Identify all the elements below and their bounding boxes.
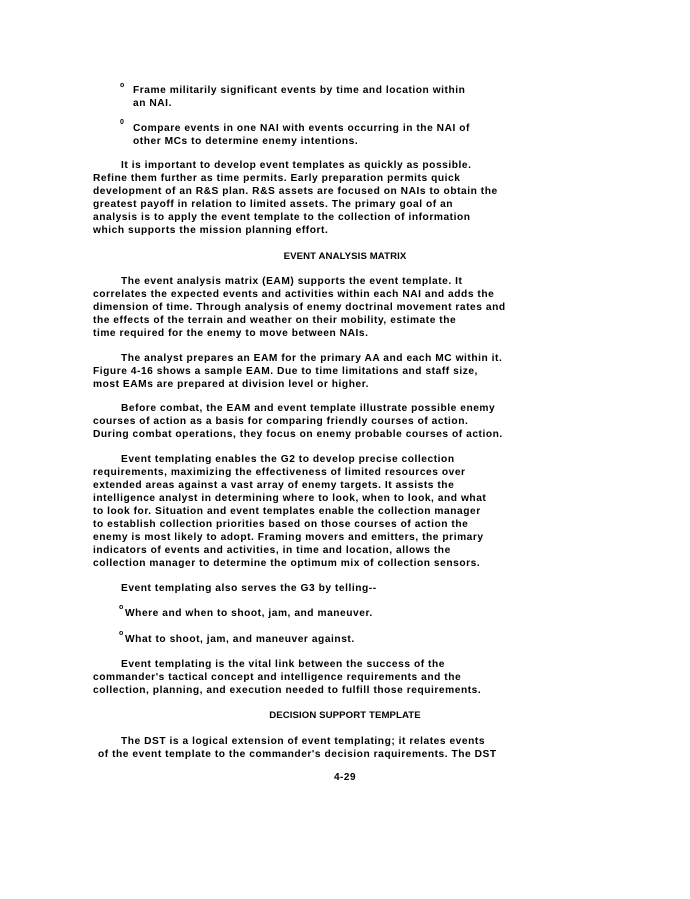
paragraph-line: requirements, maximizing the effectiveness of limited resources over (93, 467, 466, 478)
bullet-line: an NAI. (133, 98, 172, 109)
bullet-line: What to shoot, jam, and maneuver against. (125, 634, 355, 645)
paragraph-line: analysis is to apply the event template to the collection of information (93, 212, 471, 223)
paragraph-line: courses of action as a basis for comparing friendly courses of action. (93, 416, 469, 427)
paragraph-line: greatest payoff in relation to limited assets. The primary goal of an (93, 199, 454, 210)
paragraph-line: the effects of the terrain and weather on their mobility, estimate the (93, 315, 457, 326)
paragraph-line: Event templating also serves the G3 by telling-- (121, 583, 377, 594)
paragraph-line: commander's tactical concept and intelligence requirements and the (93, 672, 462, 683)
paragraph-line: The analyst prepares an EAM for the primary AA and each MC within it. (121, 353, 503, 364)
paragraph-line: Figure 4-16 shows a sample EAM. Due to time limitations and staff size, (93, 366, 478, 377)
paragraph-line: intelligence analyst in determining where to look, when to look, and what (93, 493, 487, 504)
paragraph-line: to look for. Situation and event templates enable the collection manager (93, 506, 481, 517)
bullet-line: other MCs to determine enemy intentions. (133, 136, 359, 147)
paragraph-line: collection manager to determine the optimum mix of collection sensors. (93, 558, 481, 569)
paragraph-line: to establish collection priorities based on those courses of action the (93, 519, 469, 530)
bullet-marker: o (120, 82, 125, 89)
paragraph-line: collection, planning, and execution needed to fulfill those requirements. (93, 685, 482, 696)
bullet-line: Frame militarily significant events by time and location within (133, 85, 466, 96)
bullet-marker: o (119, 604, 124, 611)
paragraph-line: time required for the enemy to move between NAIs. (93, 328, 369, 339)
paragraph-line: Event templating is the vital link between the success of the (121, 659, 445, 670)
paragraph-line: The event analysis matrix (EAM) supports the event template. It (121, 276, 463, 287)
paragraph-line: indicators of events and activities, in time and location, allows the (93, 545, 451, 556)
bullet-line: Compare events in one NAI with events occurring in the NAI of (133, 123, 470, 134)
bullet-marker: 0 (120, 119, 124, 126)
paragraph-line: It is important to develop event templates as quickly as possible. (121, 160, 472, 171)
bullet-line: Where and when to shoot, jam, and maneuver. (125, 608, 373, 619)
paragraph-line: Refine them further as time permits. Early preparation permits quick (93, 173, 461, 184)
paragraph-line: Event templating enables the G2 to develop precise collection (121, 454, 455, 465)
paragraph-line: The DST is a logical extension of event templating; it relates events (121, 736, 486, 747)
paragraph-line: Before combat, the EAM and event template illustrate possible enemy (121, 403, 496, 414)
paragraph-line: dimension of time. Through analysis of enemy doctrinal movement rates and (93, 302, 506, 313)
paragraph-line: most EAMs are prepared at division level or higher. (93, 379, 370, 390)
section-heading: DECISION SUPPORT TEMPLATE (269, 710, 421, 721)
paragraph-line: correlates the expected events and activities within each NAI and adds the (93, 289, 495, 300)
paragraph-line: of the event template to the commander's decision raquirements. The DST (98, 749, 497, 760)
page-number: 4-29 (333, 772, 356, 783)
paragraph-line: development of an R&S plan. R&S assets are focused on NAIs to obtain the (93, 186, 498, 197)
paragraph-line: extended areas against a vast array of enemy targets. It assists the (93, 480, 455, 491)
paragraph-line: During combat operations, they focus on enemy probable courses of action. (93, 429, 503, 440)
paragraph-line: which supports the mission planning effort. (93, 225, 329, 236)
paragraph-line: enemy is most likely to adopt. Framing movers and emitters, the primary (93, 532, 484, 543)
section-heading: EVENT ANALYSIS MATRIX (283, 251, 407, 262)
bullet-marker: o (119, 630, 124, 637)
